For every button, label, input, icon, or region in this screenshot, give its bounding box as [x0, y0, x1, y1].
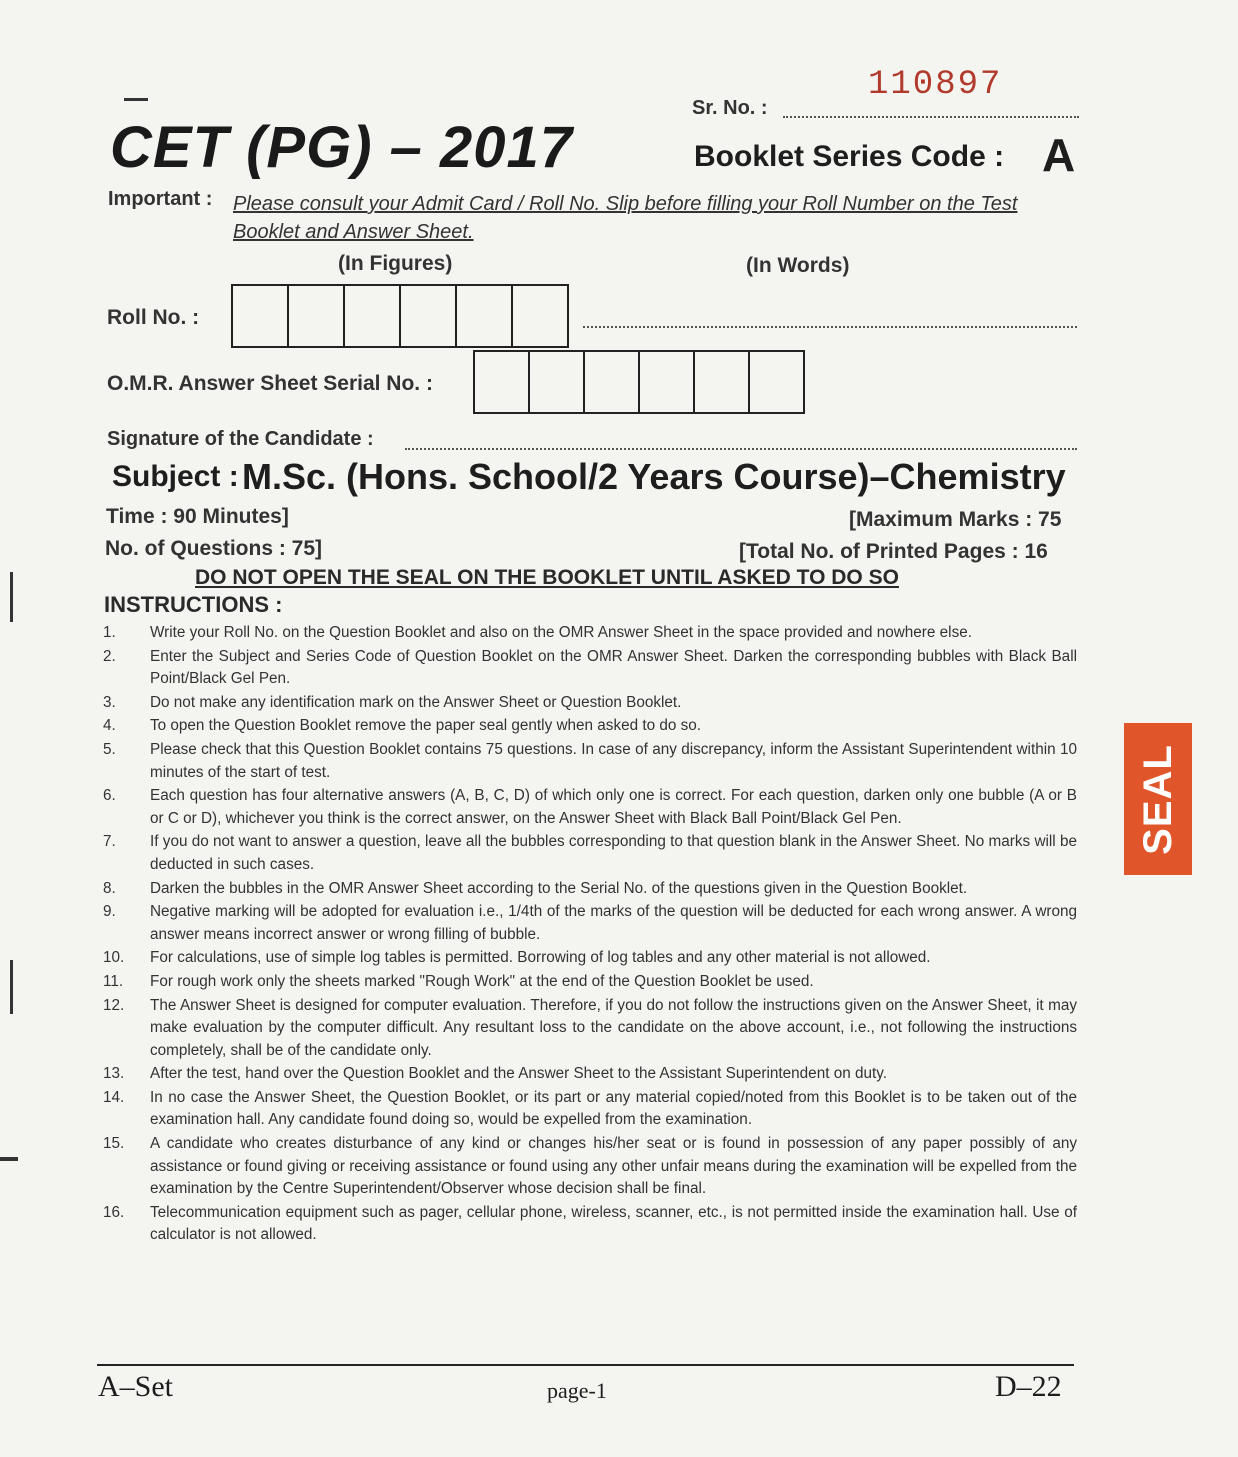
instruction-item: 5. Please check that this Question Booklet contains 75 questions. In case of any discrepancy, inform the Assistant Superintendent within 10 minutes of the start of test. [103, 740, 1077, 781]
omr-digit-box[interactable] [585, 352, 640, 412]
total-pages-info: [Total No. of Printed Pages : 16 [739, 540, 1048, 563]
subject-label: Subject : [112, 460, 239, 493]
time-info: Time : 90 Minutes] [106, 505, 289, 528]
roll-digit-box[interactable] [345, 286, 401, 346]
num-questions-info: No. of Questions : 75] [105, 537, 323, 560]
serial-number-line [783, 100, 1079, 118]
exam-title: CET (PG) – 2017 [110, 115, 574, 180]
instruction-item: 3. Do not make any identification mark on the Answer Sheet or Question Booklet. [103, 693, 682, 711]
scan-mark [10, 960, 13, 1014]
seal-tag[interactable] [1124, 723, 1192, 875]
footer-code: D–22 [995, 1370, 1062, 1403]
roll-digit-box[interactable] [401, 286, 457, 346]
max-marks-info: [Maximum Marks : 75 [849, 508, 1062, 531]
serial-number-value: 110897 [868, 66, 1003, 104]
roll-number-words-line[interactable] [583, 310, 1077, 328]
roll-number-boxes[interactable] [231, 284, 569, 348]
important-label: Important : [108, 188, 213, 210]
omr-digit-box[interactable] [475, 352, 530, 412]
instruction-item: 1. Write your Roll No. on the Question Booklet and also on the OMR Answer Sheet in the space provided and nowhere else. [103, 624, 972, 641]
serial-number-label: Sr. No. : [692, 97, 768, 119]
omr-digit-box[interactable] [695, 352, 750, 412]
roll-digit-box[interactable] [233, 286, 289, 346]
in-words-label: (In Words) [746, 254, 850, 277]
footer-rule [97, 1364, 1074, 1366]
instruction-item: 4. To open the Question Booklet remove the paper seal gently when asked to do so. [103, 717, 702, 735]
instruction-item: 16. Telecommunication equipment such as pager, cellular phone, wireless, scanner, etc., is not permitted inside the examination hall. Use of calculator is not allowed. [103, 1203, 1077, 1244]
instruction-item: 6. Each question has four alternative answers (A, B, C, D) of which only one is correct. For each question, darken only one bubble (A or B or C or D), whichever you think is the correct answer, on the Answer Sheet with Black Ball Point/Black Gel Pen. [103, 787, 1077, 827]
footer-page-number: page-1 [547, 1378, 607, 1403]
instructions-heading: INSTRUCTIONS : [104, 592, 283, 617]
scan-mark [10, 572, 13, 622]
omr-serial-label: O.M.R. Answer Sheet Serial No. : [107, 372, 433, 395]
instruction-item: 10. For calculations, use of simple log tables is permitted. Borrowing of log tables and any other material is not allowed. [103, 949, 931, 967]
signature-line[interactable] [405, 432, 1077, 450]
seal-label: SEAL [1135, 743, 1180, 855]
instruction-item: 12. The Answer Sheet is designed for computer evaluation. Therefore, if you do not follow the instructions given on the Answer Sheet, it may make evaluation by the computer difficult. Any resultant loss to the candidate on the above account, i.e., not following the instructions completely, shall be of the candidate only. [103, 996, 1077, 1059]
subject-value: M.Sc. (Hons. School/2 Years Course)–Chemistry [242, 456, 1066, 497]
instruction-item: 2. Enter the Subject and Series Code of Question Booklet on the OMR Answer Sheet. Darken the corresponding bubbles with Black Ball Point/Black Gel Pen. [103, 647, 1077, 688]
omr-digit-box[interactable] [750, 352, 803, 412]
omr-serial-boxes[interactable] [473, 350, 805, 414]
roll-digit-box[interactable] [457, 286, 513, 346]
booklet-series-code: A [1042, 129, 1076, 181]
in-figures-label: (In Figures) [338, 252, 453, 275]
instruction-item: 15. A candidate who creates disturbance of any kind or changes his/her seat or is found in possession of any paper possibly of any assistance or found giving or receiving assistance or found using any other unfair means during the examination will be expelled from the examination by the Centre Superintendent/Observer whose decision shall be final. [103, 1135, 1077, 1198]
footer-set-label: A–Set [98, 1370, 173, 1403]
instruction-item: 14. In no case the Answer Sheet, the Question Booklet, or its part or any material copied/noted from this Booklet is to be taken out of the examination hall. Any candidate found doing so, would be expelled from the examination. [103, 1088, 1077, 1129]
instruction-item: 13. After the test, hand over the Question Booklet and the Answer Sheet to the Assistant Superintendent on duty. [103, 1065, 887, 1083]
roll-digit-box[interactable] [513, 286, 567, 346]
booklet-series-label: Booklet Series Code : [694, 140, 1005, 173]
instruction-item: 9. Negative marking will be adopted for evaluation i.e., 1/4th of the marks of the question will be deducted for each wrong answer. A wrong answer means incorrect answer or wrong filling of bubble. [103, 903, 1077, 943]
instruction-item: 11. For rough work only the sheets marked "Rough Work" at the end of the Question Booklet be used. [103, 972, 814, 990]
scan-mark [124, 98, 148, 101]
omr-digit-box[interactable] [640, 352, 695, 412]
omr-digit-box[interactable] [530, 352, 585, 412]
scan-mark [0, 1157, 18, 1161]
instruction-item: 7. If you do not want to answer a question, leave all the bubbles corresponding to that question blank in the Answer Sheet. No marks will be deducted in such cases. [103, 833, 1077, 873]
roll-digit-box[interactable] [289, 286, 345, 346]
instructions-list [103, 622, 1077, 1248]
instruction-item: 8. Darken the bubbles in the OMR Answer Sheet according to the Serial No. of the questions given in the Question Booklet. [103, 879, 968, 897]
signature-label: Signature of the Candidate : [107, 428, 374, 450]
seal-warning: DO NOT OPEN THE SEAL ON THE BOOKLET UNTIL ASKED TO DO SO [195, 566, 899, 589]
important-note: Please consult your Admit Card / Roll No. Slip before filling your Roll Number on the Test Booklet and Answer Sheet. [233, 193, 1018, 243]
roll-number-label: Roll No. : [107, 306, 200, 329]
